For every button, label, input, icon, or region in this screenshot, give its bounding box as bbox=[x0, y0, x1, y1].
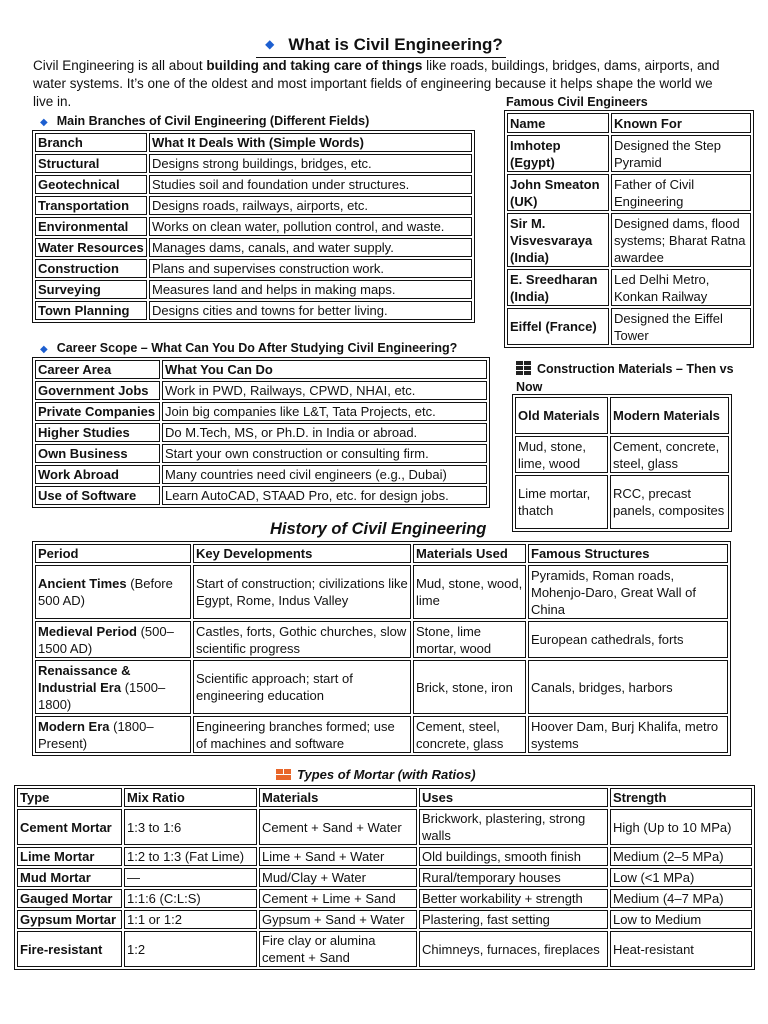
history-heading: History of Civil Engineering bbox=[270, 520, 487, 538]
table-row: Modern Era (1800–Present) Engineering branches formed; use of machines and software Cement, steel, concrete, glass Hoover Dam, Burj Khalifa, metro systems bbox=[35, 716, 728, 753]
mortar-heading: Types of Mortar (with Ratios) bbox=[276, 767, 476, 782]
table-row: Geotechnical Studies soil and foundation under structures. bbox=[35, 175, 472, 194]
mortar-table bbox=[14, 785, 755, 970]
table-row: Transportation Designs roads, railways, airports, etc. bbox=[35, 196, 472, 215]
table-header-row: Name Known For bbox=[507, 113, 751, 133]
table-row: Own Business Start your own construction or consulting firm. bbox=[35, 444, 487, 463]
table-row: Water Resources Manages dams, canals, and water supply. bbox=[35, 238, 472, 257]
table-header-row: Period Key Developments Materials Used Famous Structures bbox=[35, 544, 728, 563]
table-row: Medieval Period (500–1500 AD) Castles, forts, Gothic churches, slow scientific progress Stone, lime mortar, wood European cathedrals, forts bbox=[35, 621, 728, 658]
table-row: Government Jobs Work in PWD, Railways, CPWD, NHAI, etc. bbox=[35, 381, 487, 400]
intro-paragraph: Civil Engineering is all about building and taking care of things like roads, buildings, bridges, dams, airports, and water systems. It’s one of the oldest and most important fields of engineering because it helps shape the world we live in. bbox=[33, 58, 720, 109]
table-row: Eiffel (France) Designed the Eiffel Tower bbox=[507, 308, 751, 345]
table-row: Renaissance & Industrial Era (1500–1800) Scientific approach; start of engineering education Brick, stone, iron Canals, bridges, harbors bbox=[35, 660, 728, 714]
table-row: Higher Studies Do M.Tech, MS, or Ph.D. in India or abroad. bbox=[35, 423, 487, 442]
page-title: ◆ What is Civil Engineering? bbox=[0, 35, 768, 55]
table-row: Gypsum Mortar 1:1 or 1:2 Gypsum + Sand + Water Plastering, fast setting Low to Medium bbox=[17, 910, 752, 929]
table-row: Construction Plans and supervises construction work. bbox=[35, 259, 472, 278]
materials-heading: Construction Materials – Then vs Now bbox=[516, 362, 734, 394]
table-row: Lime Mortar 1:2 to 1:3 (Fat Lime) Lime + Sand + Water Old buildings, smooth finish Medium (2–5 MPa) bbox=[17, 847, 752, 866]
table-row: Work Abroad Many countries need civil engineers (e.g., Dubai) bbox=[35, 465, 487, 484]
diamond-icon: ◆ bbox=[40, 117, 48, 128]
table-row: Mud, stone, lime, wood Cement, concrete, steel, glass bbox=[515, 436, 729, 473]
diamond-icon: ◆ bbox=[40, 344, 48, 355]
table-row: John Smeaton (UK) Father of Civil Engineering bbox=[507, 174, 751, 211]
table-row: Use of Software Learn AutoCAD, STAAD Pro, etc. for design jobs. bbox=[35, 486, 487, 505]
career-table bbox=[32, 357, 490, 508]
table-row: Imhotep (Egypt) Designed the Step Pyramid bbox=[507, 135, 751, 172]
career-heading: ◆ Career Scope – What Can You Do After Studying Civil Engineering? bbox=[40, 341, 458, 355]
table-row: Town Planning Designs cities and towns for better living. bbox=[35, 301, 472, 320]
brick-icon bbox=[276, 769, 291, 780]
table-row: Ancient Times (Before 500 AD) Start of construction; civilizations like Egypt, Rome, Indus Valley Mud, stone, wood, lime Pyramids, Roman roads, Mohenjo-Daro, Great Wall of China bbox=[35, 565, 728, 619]
table-row: Gauged Mortar 1:1:6 (C:L:S) Cement + Lime + Sand Better workability + strength Medium (4–7 MPa) bbox=[17, 889, 752, 908]
table-header-row: Branch What It Deals With (Simple Words) bbox=[35, 133, 472, 152]
bricks-icon bbox=[516, 361, 531, 375]
table-row: Environmental Works on clean water, pollution control, and waste. bbox=[35, 217, 472, 236]
table-row: Private Companies Join big companies like L&T, Tata Projects, etc. bbox=[35, 402, 487, 421]
table-row: Fire-resistant 1:2 Fire clay or alumina cement + Sand Chimneys, furnaces, fireplaces Heat-resistant bbox=[17, 931, 752, 967]
table-header-row: Old Materials Modern Materials bbox=[515, 397, 729, 434]
table-row: Mud Mortar — Mud/Clay + Water Rural/temporary houses Low (<1 MPa) bbox=[17, 868, 752, 887]
branches-heading: ◆ Main Branches of Civil Engineering (Different Fields) bbox=[40, 114, 370, 128]
table-row: Surveying Measures land and helps in making maps. bbox=[35, 280, 472, 299]
table-row: Cement Mortar 1:3 to 1:6 Cement + Sand + Water Brickwork, plastering, strong walls High (Up to 10 MPa) bbox=[17, 809, 752, 845]
branches-table bbox=[32, 130, 475, 323]
table-row: Sir M. Visvesvaraya (India) Designed dams, flood systems; Bharat Ratna awardee bbox=[507, 213, 751, 267]
history-table bbox=[32, 541, 731, 756]
table-header-row: Career Area What You Can Do bbox=[35, 360, 487, 379]
materials-table bbox=[512, 394, 732, 532]
table-header-row: Type Mix Ratio Materials Uses Strength bbox=[17, 788, 752, 807]
engineers-table bbox=[504, 110, 754, 348]
table-row: E. Sreedharan (India) Led Delhi Metro, Konkan Railway bbox=[507, 269, 751, 306]
engineers-heading: Famous Civil Engineers bbox=[506, 95, 648, 109]
diamond-icon: ◆ bbox=[265, 37, 275, 51]
table-row: Lime mortar, thatch RCC, precast panels, composites bbox=[515, 475, 729, 529]
table-row: Structural Designs strong buildings, bridges, etc. bbox=[35, 154, 472, 173]
